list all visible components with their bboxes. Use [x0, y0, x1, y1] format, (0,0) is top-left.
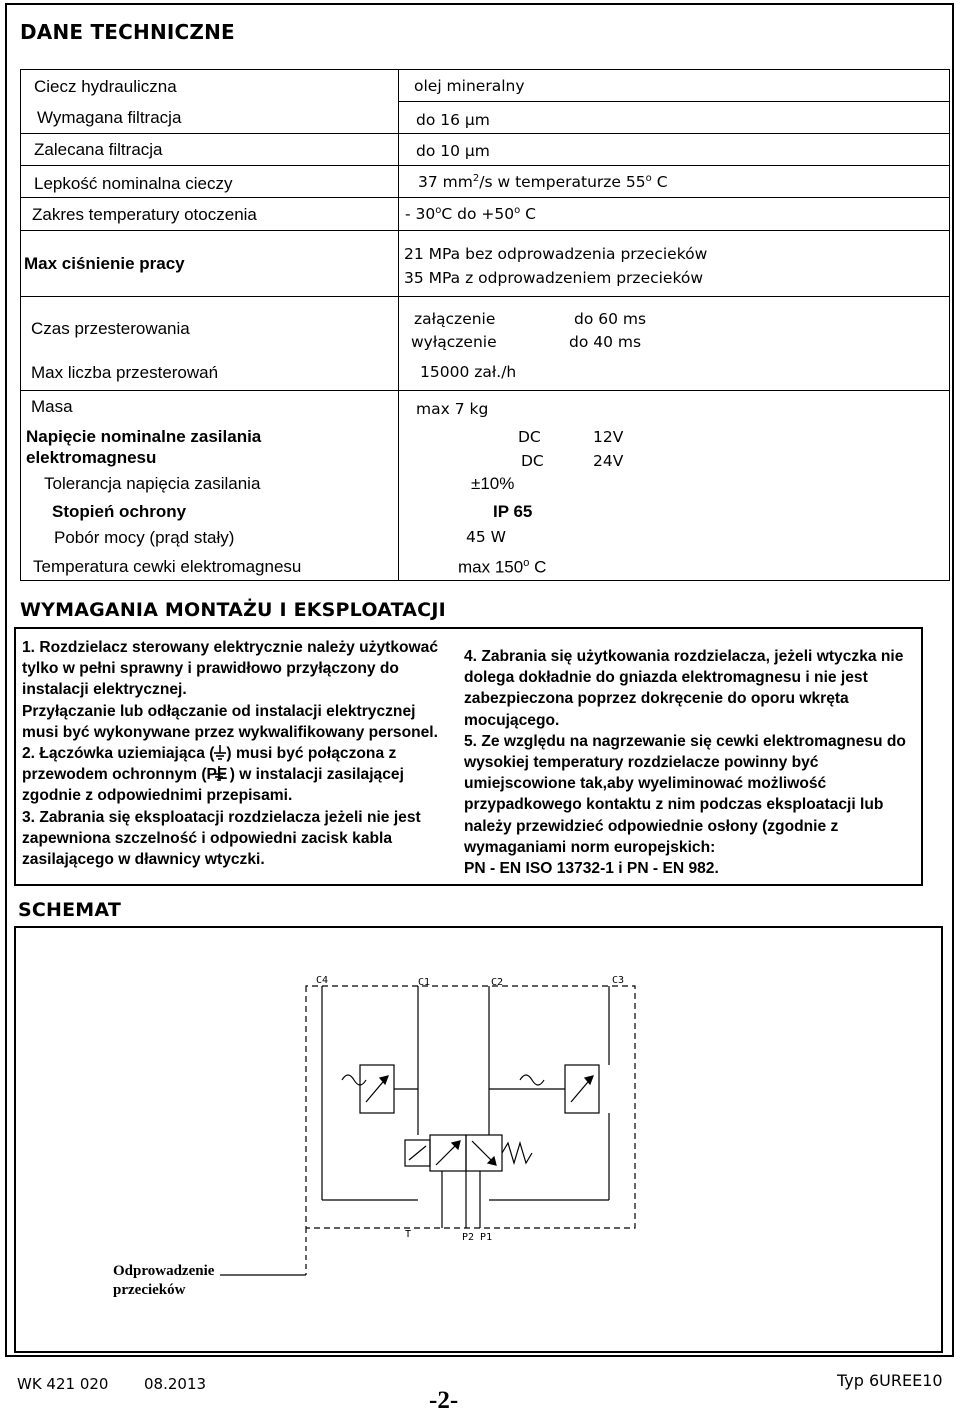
page-number: -2- [429, 1387, 459, 1414]
protection-label: Stopień ochrony [52, 502, 187, 521]
mass-value: max 7 kg [416, 400, 489, 418]
protection-value: IP 65 [493, 502, 533, 521]
spool-spring [502, 1143, 532, 1163]
rule-5: 5. Ze względu na nagrzewanie się cewki elektromagnesu do wysokiej temperatury rozdzielacze powinny być umiejscowione tak,aby wyeliminować możliwość przypadkowego kontaktu z nim podczas eksploatacji lub należy przewidzieć odpowiednie osłony (zgodnie z wymaganiami norm europejskich: [464, 732, 906, 856]
max-switchings-label: Max liczba przesterowań [31, 363, 219, 382]
power-value: 45 W [466, 528, 506, 546]
recommended-filtration-label: Zalecana filtracja [34, 140, 163, 159]
rule-3: 3. Zabrania się eksploatacji rozdzielacza jeżeli nie jest zapewniona szczelność i odpowiedni zacisk kabla zasilającego w dławnicy wtyczki. [22, 808, 421, 869]
coil-temperature-label: Temperatura cewki elektromagnesu [33, 557, 302, 576]
port-c3-label: C3 [612, 975, 625, 986]
port-c2-label: C2 [491, 977, 504, 988]
leak-label-1: Odprowadzenie [113, 1263, 215, 1279]
required-filtration-label: Wymagana filtracja [37, 108, 182, 127]
voltage-label-1: Napięcie nominalne zasilania [26, 427, 262, 446]
document-number: WK 421 020 [17, 1375, 109, 1393]
rule-2: 2. Łączówka uziemiająca ( ) musi być połączona z przewodem ochronnym (PE ) w instalacji zasilającej zgodnie z odpowiednimi przepisami. [22, 745, 404, 805]
switch-off-value: do 40 ms [569, 333, 642, 351]
pressure-value-2: 35 MPa z odprowadzeniem przecieków [404, 269, 704, 287]
page-title: DANE TECHNICZNE [20, 20, 235, 44]
voltage-dc-2: DC [521, 452, 544, 470]
tolerance-label: Tolerancja napięcia zasilania [44, 474, 261, 493]
voltage-value-1: 12V [593, 428, 624, 446]
requirements-heading: WYMAGANIA MONTAŻU I EKSPLOATACJI [20, 599, 446, 621]
product-type: Typ 6UREE10 [837, 1371, 943, 1390]
port-c4-label: C4 [316, 975, 329, 986]
switch-time-label: Czas przesterowania [31, 319, 190, 338]
voltage-label-2: elektromagnesu [26, 448, 157, 467]
rule-1-note: Przyłączanie lub odłączanie od instalacji elektrycznej musi być wykonywane przez wykwalifikowany personel. [22, 702, 438, 741]
port-t-label: T [405, 1229, 412, 1240]
left-spring [342, 1075, 366, 1085]
max-pressure-label: Max ciśnienie pracy [24, 254, 185, 273]
document-date: 08.2013 [144, 1375, 207, 1393]
max-switchings-value: 15000 zał./h [420, 363, 517, 381]
valve-block-outline [306, 986, 635, 1228]
rule-4: 4. Zabrania się użytkowania rozdzielacza, jeżeli wtyczka nie dolega dokładnie do gniazda elektromagnesu i nie jest zabezpieczona poprzez dokręcenie do oporu wkręta mocującego. [464, 648, 904, 729]
viscosity-value: 37 $mm^2/s$ w temperaturze 55$^o$ C [418, 173, 668, 192]
required-filtration-value: do 16 µm [416, 111, 490, 129]
leak-label-2: przecieków [113, 1282, 186, 1298]
switch-off-label: wyłączenie [411, 333, 497, 351]
coil-temperature-value: max 150$^o$ C [458, 557, 547, 577]
voltage-dc-1: DC [518, 428, 541, 446]
schema-heading: SCHEMAT [18, 899, 122, 921]
right-spring [520, 1075, 544, 1085]
tolerance-value: ±10% [471, 474, 515, 493]
port-p-label: P2 P1 [462, 1232, 493, 1243]
recommended-filtration-value: do 10 µm [416, 142, 490, 160]
ambient-temperature-label: Zakres temperatury otoczenia [32, 205, 257, 224]
rule-1: 1. Rozdzielacz sterowany elektrycznie należy użytkować tylko w pełni sprawny i prawidłowo przyłączony do instalacji elektrycznej. [22, 639, 438, 699]
switch-on-value: do 60 ms [574, 310, 647, 328]
mass-label: Masa [31, 397, 73, 416]
pressure-value-1: 21 MPa bez odprowadzenia przecieków [404, 245, 708, 263]
voltage-value-2: 24V [593, 452, 624, 470]
viscosity-label: Lepkość nominalna cieczy [34, 174, 233, 193]
port-c1-label: C1 [418, 977, 431, 988]
power-label: Pobór mocy (prąd stały) [54, 528, 235, 547]
switch-on-label: załączenie [414, 310, 496, 328]
fluid-label: Ciecz hydrauliczna [34, 77, 177, 96]
rule-5-standards: PN - EN ISO 13732-1 i PN - EN 982. [464, 860, 719, 878]
fluid-value: olej mineralny [414, 77, 525, 95]
ambient-temperature-value: - 30$^o$C do $+50^o$ C [405, 205, 536, 224]
